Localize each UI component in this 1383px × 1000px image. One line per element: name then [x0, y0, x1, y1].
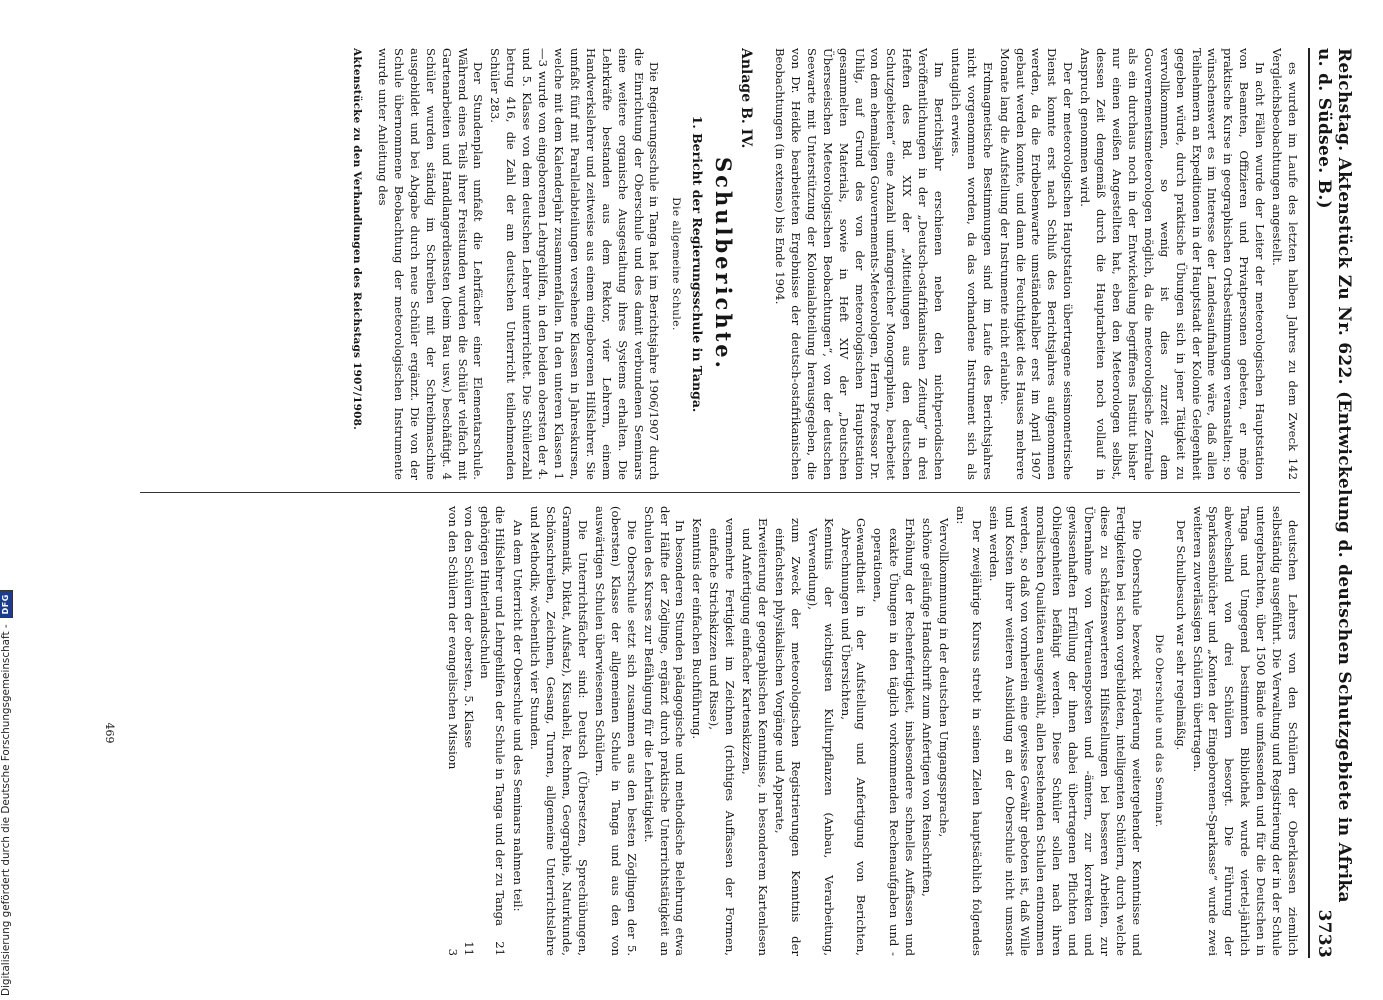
paragraph: es wurden im Laufe des letzten halben Jahres zu dem Zweck 142 Vergleichsbeobachtungen angestellt.	[1270, 48, 1300, 480]
section-title: Schulberichte.	[711, 157, 737, 371]
paragraph: Der zweijährige Kursus strebt in seinen Zielen hauptsächlich folgendes an:	[953, 506, 984, 956]
table-cell-count: 11	[461, 941, 476, 956]
paragraph: Der Schulbesuch war sehr regelmäßig.	[1173, 520, 1188, 751]
column-divider	[140, 492, 1300, 493]
list-item: Kenntnis der einfachen Buchführung.	[690, 518, 705, 740]
subsection-subtitle: Die Oberschule und das Seminar.	[1152, 634, 1165, 828]
paragraph: In acht Fällen wurde der Leiter der meteorologischen Hauptstation von Beamten, Offizieren und Privatpersonen gebeten, er möge praktische Kurse in geographischen Ortsbestimmungen veranstalten; so wünschenswert es im Interesse der Landesaufnahme wäre, daß allen Teilnehmern an Expeditionen in der Hauptstadt der Kolonie Gelegenheit gegeben würde, durch praktische Übungen sich in jener Tätigkeit zu vervollkommnen, so wenig ist dies zurzeit dem Gouvernementsmeteorologen möglich, da die meteorologische Zentrale als ein durchaus noch in der Entwickelung begriffenes Institut bisher nur einen weißen Angestellten hat, eben den Meteorologen selbst, dessen Zeit demgemäß durch die Hauptarbeiten noch vollauf in Anspruch genommen wird.	[1078, 48, 1268, 480]
paragraph: Im Berichtsjahr erschienen neben den nichtperiodischen Veröffentlichungen in der „Deutsch-ostafrikanischen Zeitung“ in drei Heften des Bd. XIX der „Mitteilungen aus den deutschen Schutzgebieten“ eine Anzahl umfangreicher Monographien, bearbeitet von dem ehemaligen Gouvernements-Meteorologen, Herrn Professor Dr. Uhlig, auf Grund des von der meteorologischen Hauptstation gesammelten Materials, sowie in Heft XIV der „Deutschen Überseeischen Meteorologischen Beobachtungen“, von der deutschen Seewarte mit Unterstützung der Kolonialabteilung herausgegeben, die von Dr. Heidke bearbeiteten Ergebnisse der deutsch-ostafrikanischen Beobachtungen (in extenso) bis Ende 1904.	[773, 48, 947, 480]
table-cell-count: 21	[493, 941, 508, 956]
list-item: schöne geläufige Handschrift zum Anfertigen von Reinschriften,	[920, 518, 935, 897]
appendix-label: Anlage B. IV.	[738, 48, 755, 149]
footer-note: Aktenstücke zu den Verhandlungen des Reichstags 1907/1908.	[351, 48, 364, 430]
paragraph: Die Regierungsschule in Tanga hat im Berichtsjahre 1906/1907 durch die Einrichtung der Oberschule und des damit verbundenen Seminars eine weitere organische Ausgestaltung ihres Systems erhalten. Die Lehrkräfte bestanden aus dem Rektor, vier Lehrern, einem Handwerkslehrer und zeitweise aus einem eingeborenen Hilfslehrer. Sie umfaßt fünf mit Parallelabteilungen versehene Klassen in Jahreskursen, welche mit dem Kalenderjahr zusammenfallen. In den unteren Klassen 1—3 wurde von eingeborenen Lehrgehilfen, in den beiden obersten der 4. und 5. Klasse von dem deutschen Lehrer unterrichtet. Die Schülerzahl betrug 416, die Zahl der am deutschen Unterricht teilnehmenden Schüler 283.	[488, 48, 662, 480]
subsection-subtitle: Die allgemeine Schule.	[670, 197, 683, 331]
table-cell-label: die Hilfslehrer und Lehrgehilfen der Schule in Tanga und der zu Tanga gehörigen Hinterlandschulen	[477, 506, 508, 926]
table-row	[476, 506, 508, 956]
list-item: zum Zweck der meteorologischen Registrierungen Kenntnis der einfachsten physikalischen Vorgänge und Apparate,	[772, 518, 803, 956]
running-header-title: Reichstag. Aktenstück Zu Nr. 622. (Entwickelung d. deutschen Schutzgebiete in Afrika u. d. Südsee. B.)	[1314, 48, 1354, 903]
paragraph: Die Oberschule setzt sich zusammen aus den besten Zöglingen der 5. (obersten) Klasse der allgemeinen Schule in Tanga und aus den von auswärtigen Schulen überwiesenen Schülern.	[592, 506, 639, 956]
document-sheet	[90, 48, 1354, 968]
dfg-logo-icon: DFG	[0, 590, 13, 618]
left-column	[90, 48, 1300, 480]
page-number-bottom: 469	[103, 722, 116, 744]
list-item: Gewandtheit in der Aufstellung und Anfertigung von Berichten, Abrechnungen und Übersichten,	[838, 518, 869, 956]
list-item: Vervollkommnung in der deutschen Umgangssprache,	[936, 518, 951, 838]
page-header	[1314, 48, 1354, 958]
paragraph: Die Unterrichtsfächer sind: Deutsch (Übersetzen, Sprechübungen, Grammatik, Diktat, Aufsatz), Kisuaheli, Rechnen, Geographie, Naturkunde, Schönschreiben, Zeichnen, Gesang, Turnen, allgemeine Unterrichtslehre und Methodik; wöchentlich vier Stunden.	[528, 506, 591, 956]
table-row	[460, 506, 476, 956]
table-cell-label: von den Schülern der obersten, 5. Klasse	[461, 506, 476, 749]
header-page-number: 3733	[1314, 909, 1334, 958]
paragraph: Der der meteorologischen Hauptstation übertragene seismometrische Dienst konnte erst nach Schluß des Berichtsjahres aufgenommen werden, da die Erdbebenwarte umständehalber erst im April 1907 gebaut werden konnte, und dann die Feuchtigkeit des Hauses mehrere Monate lang die Aufstellung der Instrumente nicht erlaubte.	[997, 48, 1076, 480]
digitization-credit	[0, 0, 13, 996]
paragraph: In besonderen Stunden pädagogische und methodische Belehrung etwa der Hälfte der Zöglinge, ergänzt durch praktische Unterrichtstätigkeit an Schulen des Kurses zur Befähigung für die Lehrtätigkeit.	[641, 506, 688, 956]
curriculum-goals-list	[688, 506, 951, 956]
paragraph: deutschen Lehrers von den Schülern der Oberklassen ziemlich selbständig ausgeführt. Die Verwaltung und Registrierung der in der Schule untergebrachten, über 1500 Bände umfassenden und für die Deutschen in Tanga und Umgegend bestimmten Bibliothek wurde viertel-jährlich abwechselnd von drei Schülern besorgt. Die Führung der Sparkassenbücher und „Konten der Eingeborenen-Sparkasse“ wurde zwei weiteren zuverlässigen Schülern übertragen.	[1190, 506, 1300, 956]
table-row	[444, 506, 460, 956]
table-cell-label: von den Schülern der evangelischen Mission	[445, 506, 460, 770]
list-item: vermehrte Fertigkeit im Zeichnen (richtiges Auffassen der Formen, einfache Strichskizzen und Risse),	[707, 518, 738, 956]
participants-table	[444, 506, 508, 956]
header-rule	[1308, 48, 1310, 958]
subsection-title: 1. Bericht der Regierungsschule in Tanga.	[690, 115, 706, 413]
credit-text: Digitalisierung gefördert durch die Deutsche Forschungsgemeinschaft -	[0, 624, 12, 996]
table-cell-count: 3	[445, 948, 460, 956]
list-item: Erhöhung der Rechenfertigkeit, insbesondere schnelles Auffassen und exakte Übungen in den täglich vorkommenden Rechenaufgaben und -operationen,	[871, 518, 918, 956]
paragraph: Der Stundenplan umfaßt die Lehrfächer einer Elementarschule. Während eines Teils ihrer Freistunden wurden die Schüler vielfach mit Gartenarbeiten und Handlangerdiensten (beim Bau usw.) beschäftigt. 4 Schüler wurden ständig im Schreiben mit der Schreibmaschine ausgebildet und bei Abgabe durch neue Schüler ergänzt. Die von der Schule übernommene Beobachtung der meteorologischen Instrumente wurde unter Anleitung des	[376, 48, 486, 480]
list-item: Kenntnis der wichtigsten Kulturpflanzen (Anbau, Verarbeitung, Verwendung),	[805, 518, 836, 956]
right-column	[90, 506, 1300, 956]
paragraph: Erdmagnetische Bestimmungen sind im Laufe des Berichtsjahres nicht vorgenommen worden, da das vorhandene Instrument sich als untauglich erwies.	[948, 48, 995, 480]
paragraph: An dem Unterricht der Oberschule und des Seminars nahmen teil:	[511, 520, 526, 912]
list-item: Erweiterung der geographischen Kenntnisse, in besonderem Kartenlesen und Anfertigung einfacher Kartenskizzen,	[740, 518, 770, 956]
paragraph: Die Oberschule bezweckt Förderung weitergehender Kenntnisse und Fertigkeiten bei schon vorgebildeten, intelligenten Schülern, durch welche diese zu schätzenswerteren Hilfsstellungen bei besseren Arbeiten, zur Übernahme von Vertrauensposten und -ämtern, zur korrekten und gewissenhaften Erfüllung der ihnen dabei übertragenen Pflichten und Obliegenheiten befähigt werden. Diese Schüler sollen nach ihren moralischen Qualitäten ausgewählt, allen bestehenden Schulen entnommen werden, so daß von vornherein eine gewisse Gewähr geboten ist, daß Wille und Kosten ihrer weiteren Ausbildung an der Oberschule nicht umsonst sein werden.	[986, 506, 1144, 956]
